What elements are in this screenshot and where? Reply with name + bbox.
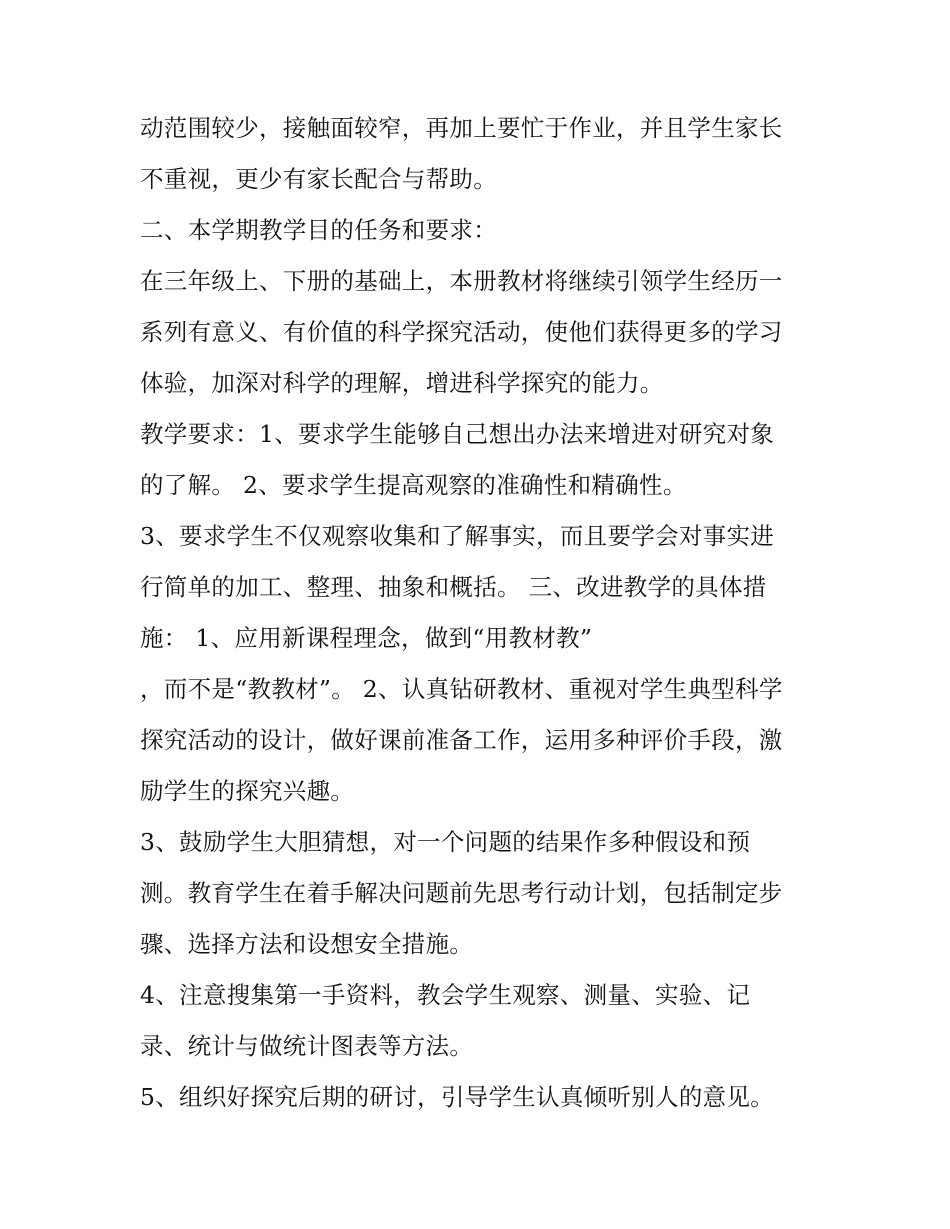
text-line: 3、要求学生不仅观察收集和了解事实，而且要学会对事实进 [140, 522, 775, 550]
text-line: 4、注意搜集第一手资料，教会学生观察、测量、实验、记 [140, 981, 751, 1009]
text-line: 5、组织好探究后期的研讨，引导学生认真倾听别人的意见。 [140, 1083, 775, 1111]
text-line: ，而不是“教教材”。 2、认真钻研教材、重视对学生典型科学 [140, 675, 783, 703]
text-line: 励学生的探究兴趣。 [140, 777, 355, 805]
text-line: 施： 1、应用新课程理念，做到“用教材教” [140, 624, 593, 652]
text-line: 骤、选择方法和设想安全措施。 [140, 930, 474, 958]
text-line: 3、鼓励学生大胆猜想，对一个问题的结果作多种假设和预 [140, 828, 751, 856]
text-line: 系列有意义、有价值的科学探究活动，使他们获得更多的学习 [140, 318, 783, 346]
text-line: 不重视，更少有家长配合与帮助。 [140, 165, 497, 193]
text-line: 在三年级上、下册的基础上，本册教材将继续引领学生经历一 [140, 267, 783, 295]
text-line: 教学要求：1、要求学生能够自己想出办法来增进对研究对象 [140, 420, 775, 448]
text-line: 录、统计与做统计图表等方法。 [140, 1032, 474, 1060]
text-line: 测。教育学生在着手解决问题前先思考行动计划，包括制定步 [140, 879, 783, 907]
text-line: 动范围较少，接触面较窄，再加上要忙于作业，并且学生家长 [140, 114, 783, 142]
text-line: 行简单的加工、整理、抽象和概括。 三、改进教学的具体措 [140, 573, 767, 601]
text-line: 探究活动的设计，做好课前准备工作，运用多种评价手段，激 [140, 726, 783, 754]
text-line: 体验，加深对科学的理解，增进科学探究的能力。 [140, 369, 664, 397]
section-heading: 二、本学期教学目的任务和要求： [140, 216, 497, 244]
text-line: 的了解。 2、要求学生提高观察的准确性和精确性。 [140, 471, 687, 499]
